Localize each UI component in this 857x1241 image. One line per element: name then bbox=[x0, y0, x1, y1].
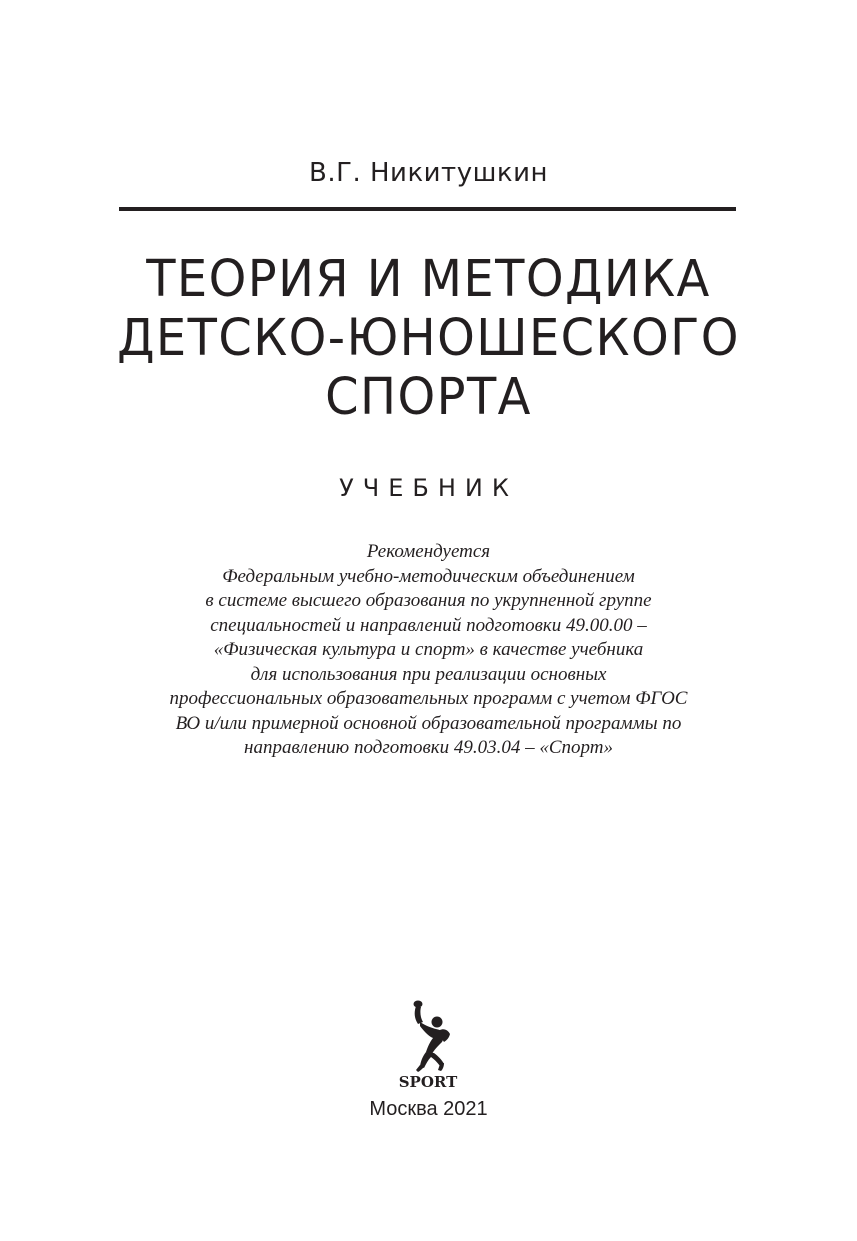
recommendation-line: специальностей и направлений подготовки 49.00.00 – bbox=[210, 614, 647, 636]
recommendation-line: Рекомендуется bbox=[366, 541, 491, 562]
recommendation-text bbox=[60, 540, 797, 761]
recommendation-line: профессиональных образовательных программ с учетом ФГОС bbox=[169, 688, 688, 709]
imprint-city-year: Москва 2021 bbox=[369, 1098, 488, 1120]
recommendation-line: направлению подготовки 49.03.04 – «Спорт» bbox=[244, 737, 613, 758]
discus-thrower-icon bbox=[378, 998, 478, 1094]
recommendation-line: ВО и/или примерной основной образовательной программы по bbox=[175, 712, 682, 734]
book-title-line: ДЕТСКО-ЮНОШЕСКОГО bbox=[117, 309, 740, 368]
book-type: УЧЕБНИК bbox=[339, 474, 518, 502]
publisher-logo bbox=[378, 998, 478, 1094]
recommendation-line: Федеральным учебно-методическим объединением bbox=[222, 565, 635, 587]
recommendation-line: для использования при реализации основных bbox=[250, 663, 607, 685]
book-title bbox=[0, 250, 857, 427]
title-divider bbox=[119, 207, 736, 211]
book-title-line: ТЕОРИЯ И МЕТОДИКА bbox=[146, 250, 711, 309]
book-title-line: СПОРТА bbox=[325, 368, 532, 427]
author-name: В.Г. Никитушкин bbox=[309, 158, 548, 188]
publisher-logo-text: SPORT bbox=[398, 1073, 458, 1091]
recommendation-line: в системе высшего образования по укрупненной группе bbox=[205, 590, 652, 611]
recommendation-line: «Физическая культура и спорт» в качестве учебника bbox=[213, 639, 644, 660]
